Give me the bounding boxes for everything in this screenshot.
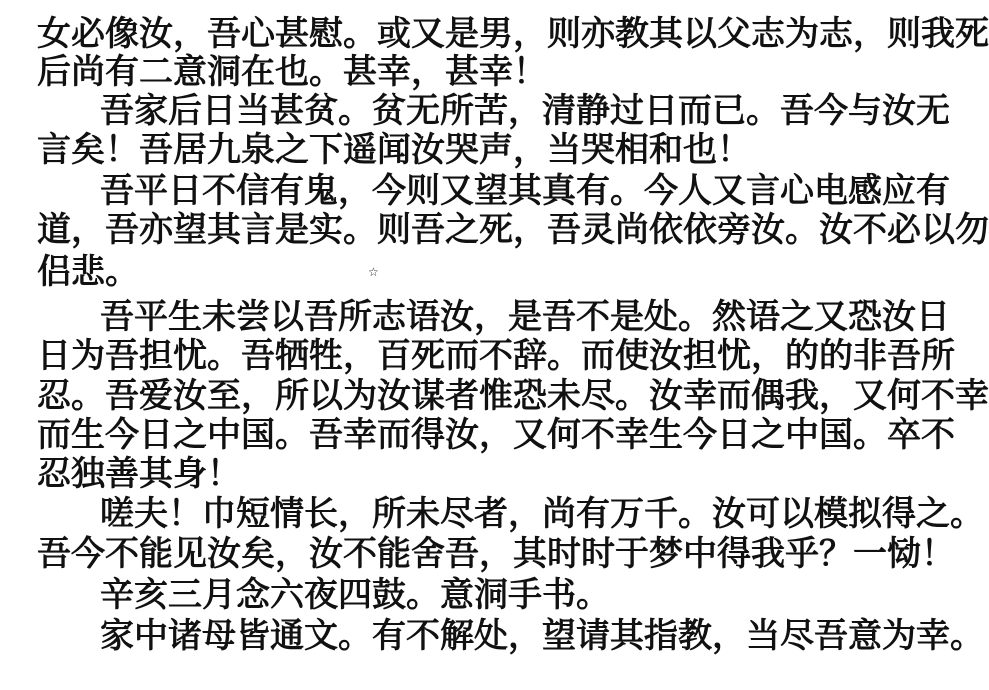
text-line-8: 吾平生未尝以吾所志语汝，是吾不是处。然语之又恐汝日 — [100, 297, 950, 337]
text-line-13: 嗟夫！巾短情长，所未尽者，尚有万千。汝可以模拟得之。 — [100, 494, 984, 534]
text-line-11: 而生今日之中国。吾幸而得汝，又何不幸生今日之中国。卒不 — [37, 415, 955, 455]
text-line-14: 吾今不能见汝矣，汝不能舍吾，其时时于梦中得我乎？一恸！ — [37, 534, 955, 574]
text-line-4: 言矣！吾居九泉之下遥闻汝哭声，当哭相和也！ — [37, 130, 751, 170]
text-line-12: 忍独善其身！ — [37, 454, 241, 494]
text-line-1: 女必像汝，吾心甚慰。或又是男，则亦教其以父志为志，则我死 — [37, 14, 989, 54]
text-line-5: 吾平日不信有鬼，今则又望其真有。今人又言心电感应有 — [100, 171, 950, 211]
text-line-7: 侣悲。 — [37, 252, 139, 292]
text-line-9: 日为吾担忧。吾牺牲，百死而不辞。而使汝担忧，的的非吾所 — [37, 336, 955, 376]
text-line-2: 后尚有二意洞在也。甚幸，甚幸！ — [37, 52, 547, 92]
text-line-3: 吾家后日当甚贫。贫无所苦，清静过日而已。吾今与汝无 — [100, 91, 950, 131]
text-line-10: 忍。吾爱汝至，所以为汝谋者惟恐未尽。汝幸而偶我，又何不幸 — [37, 376, 989, 416]
text-line-6: 道，吾亦望其言是实。则吾之死，吾灵尚依依旁汝。汝不必以勿 — [37, 210, 989, 250]
stray-mark: ☆ — [368, 265, 379, 279]
text-line-15: 辛亥三月念六夜四鼓。意洞手书。 — [100, 575, 610, 615]
text-line-16: 家中诸母皆通文。有不解处，望请其指教，当尽吾意为幸。 — [100, 616, 984, 656]
